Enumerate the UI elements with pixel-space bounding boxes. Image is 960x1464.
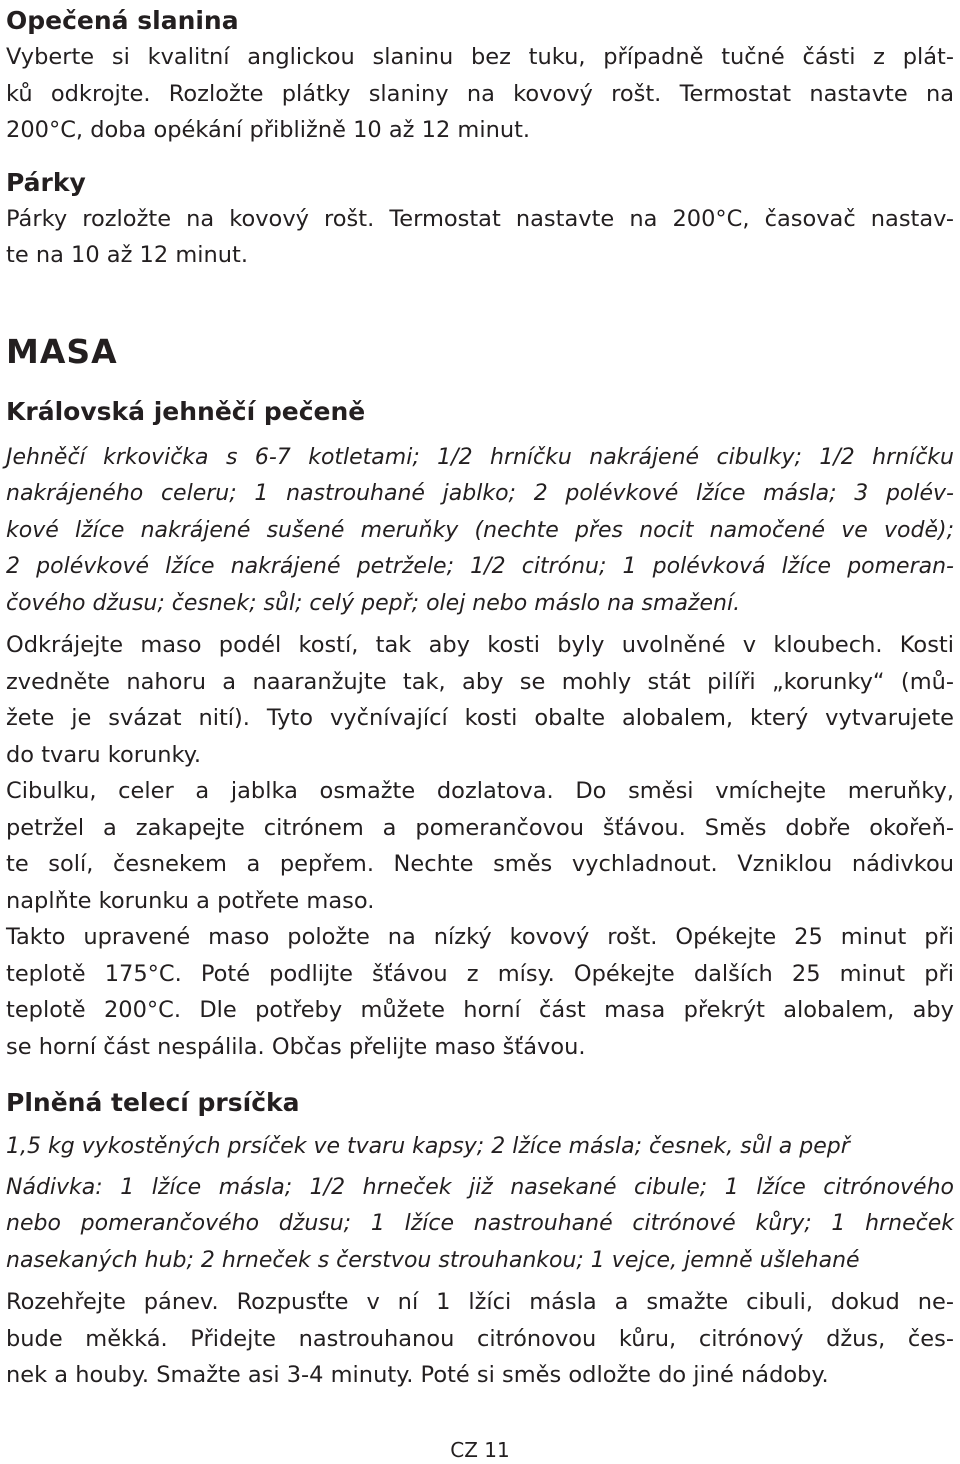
stuffing-veal bbox=[6, 1170, 954, 1280]
text-line: bude měkká. Přidejte nastrouhanou citrónovou kůru, citrónový džus, čes- bbox=[6, 1325, 954, 1352]
text-line: kové lžíce nakrájené sušené meruňky (nechte přes nocit namočené ve vodě); bbox=[6, 517, 954, 543]
text-line: Jehněčí krkovička s 6-7 kotletami; 1/2 hrníčku nakrájené cibulky; 1/2 hrníčku bbox=[6, 444, 954, 470]
section-title-bacon: Opečená slanina bbox=[6, 6, 239, 35]
steps-lamb bbox=[6, 627, 954, 1065]
ingredients-lamb bbox=[6, 440, 954, 623]
paragraph-sausages bbox=[6, 201, 954, 274]
steps-veal bbox=[6, 1284, 954, 1394]
text-line: do tvaru korunky. bbox=[6, 741, 202, 768]
text-line: naplňte korunku a potřete maso. bbox=[6, 887, 375, 914]
section-lamb bbox=[6, 394, 954, 1066]
text-line: žete je svázat nití). Tyto vyčnívající kosti obalte alobalem, který vytvarujete bbox=[6, 705, 954, 731]
text-line: 2 polévkové lžíce nakrájené petržele; 1/2 citrónu; 1 polévková lžíce pomeran- bbox=[6, 554, 954, 579]
text-line: Cibulku, celer a jablka osmažte dozlatova. Do směsi vmíchejte meruňky, bbox=[6, 778, 954, 804]
chapter-heading-meat: MASA bbox=[6, 331, 118, 371]
text-line: 200°C, doba opékání přibližně 10 až 12 minut. bbox=[6, 117, 531, 143]
text-line: Odkrájejte maso podél kostí, tak aby kosti byly uvolněné v kloubech. Kosti bbox=[6, 632, 954, 658]
text-line: Párky rozložte na kovový rošt. Termostat nastavte na 200°C, časovač nastav- bbox=[6, 205, 954, 232]
text-line: Rozehřejte pánev. Rozpusťte v ní 1 lžíci másla a smažte cibuli, dokud ne- bbox=[6, 1289, 954, 1315]
text-line: se horní část nespálila. Občas přelijte maso šťávou. bbox=[6, 1033, 586, 1060]
text-line: Vyberte si kvalitní anglickou slaninu bez tuku, případně tučné části z plát- bbox=[6, 44, 954, 70]
text-line: petržel a zakapejte citrónem a pomerančovou šťávou. Směs dobře okořeň- bbox=[6, 814, 954, 841]
text-line: Takto upravené maso položte na nízký kovový rošt. Opékejte 25 minut při bbox=[6, 924, 954, 950]
text-line: te solí, česnekem a pepřem. Nechte směs vychladnout. Vzniklou nádivkou bbox=[6, 851, 954, 877]
text-line: Nádivka: 1 lžíce másla; 1/2 hrneček již nasekané cibule; 1 lžíce citrónového bbox=[6, 1174, 954, 1200]
text-line: ků odkrojte. Rozložte plátky slaniny na kovový rošt. Termostat nastavte na bbox=[6, 80, 954, 107]
text-line: 1,5 kg vykostěných prsíček ve tvaru kapsy; 2 lžíce másla; česnek, sůl a pepř bbox=[6, 1134, 850, 1159]
ingredients-veal bbox=[6, 1129, 954, 1166]
section-title-veal: Plněná telecí prsíčka bbox=[6, 1088, 300, 1117]
section-veal bbox=[6, 1085, 954, 1394]
text-line: te na 10 až 12 minut. bbox=[6, 242, 248, 268]
text-line: nasekaných hub; 2 hrneček s čerstvou strouhankou; 1 vejce, jemně ušlehané bbox=[6, 1247, 860, 1273]
section-title-lamb: Královská jehněčí pečeně bbox=[6, 396, 366, 426]
text-line: nebo pomerančového džusu; 1 lžíce nastrouhané citrónové kůry; 1 hrneček bbox=[6, 1211, 954, 1236]
section-sausages bbox=[6, 165, 954, 274]
text-line: nakrájeného celeru; 1 nastrouhané jablko; 2 polévkové lžíce másla; 3 polév- bbox=[6, 481, 954, 506]
page-number: CZ 11 bbox=[450, 1438, 510, 1462]
text-line: nek a houby. Smažte asi 3-4 minuty. Poté si směs odložte do jiné nádoby. bbox=[6, 1362, 829, 1388]
paragraph-bacon bbox=[6, 39, 954, 149]
manual-page bbox=[6, 0, 954, 1394]
section-bacon bbox=[6, 3, 954, 149]
text-line: teplotě 175°C. Poté podlijte šťávou z mísy. Opékejte dalších 25 minut při bbox=[6, 960, 954, 987]
text-line: čového džusu; česnek; sůl; celý pepř; olej nebo máslo na smažení. bbox=[6, 590, 741, 616]
section-title-sausages: Párky bbox=[6, 167, 86, 197]
text-line: teplotě 200°C. Dle potřeby můžete horní část masa překrýt alobalem, aby bbox=[6, 997, 954, 1023]
text-line: zvedněte nahoru a naaranžujte tak, aby se mohly stát pilíři „korunky“ (mů- bbox=[6, 668, 954, 695]
